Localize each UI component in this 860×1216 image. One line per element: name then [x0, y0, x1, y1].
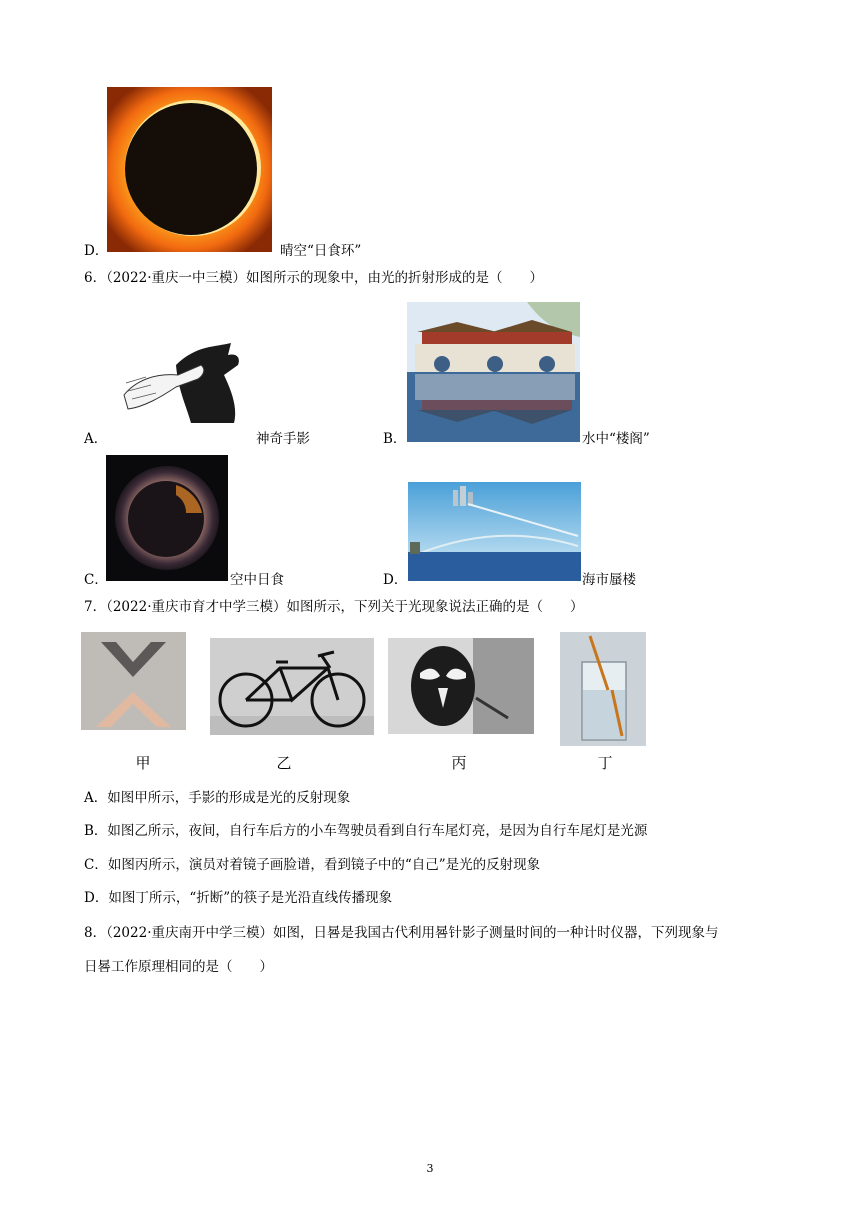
chopstick-glass-figure-ding [560, 632, 646, 746]
bicycle-figure-yi [210, 638, 374, 735]
figure-label-ding: 丁 [597, 754, 613, 772]
page-number: 3 [426, 1162, 434, 1175]
solar-eclipse-sky-image [106, 455, 228, 581]
q6-option-a-letter: A． [84, 431, 108, 447]
q6-option-d-letter: D． [383, 572, 408, 588]
figure-label-yi: 乙 [276, 754, 292, 772]
hand-shadow-figure-jia [81, 632, 186, 730]
face-painting-figure-bing [388, 638, 534, 734]
q6-stem: 6．（2022·重庆一中三模）如图所示的现象中，由光的折射形成的是（ ） [84, 270, 543, 286]
hand-shadow-image [106, 335, 246, 427]
q8-stem-line2: 日晷工作原理相同的是（ ） [84, 959, 273, 975]
q7-option-a: A．如图甲所示，手影的形成是光的反射现象 [84, 790, 351, 806]
q6-option-c-letter: C． [84, 572, 108, 588]
mirage-image [408, 482, 581, 581]
pavilion-reflection-image [407, 302, 580, 442]
q6-option-b-caption: 水中“楼阁” [582, 431, 650, 447]
figure-label-bing: 丙 [451, 754, 467, 772]
q6-option-d-caption: 海市蜃楼 [582, 572, 636, 588]
q6-option-b-letter: B． [383, 431, 407, 447]
q7-option-c: C．如图丙所示，演员对着镜子画脸谱，看到镜子中的“自己”是光的反射现象 [84, 857, 541, 873]
q8-stem-line1: 8．（2022·重庆南开中学三模）如图，日晷是我国古代利用晷针影子测量时间的一种计时仪器，下列现象与 [84, 925, 719, 941]
figure-label-jia: 甲 [135, 754, 151, 772]
q5-option-d-caption: 晴空“日食环” [280, 243, 362, 259]
q7-option-b: B．如图乙所示，夜间，自行车后方的小车驾驶员看到自行车尾灯亮，是因为自行车尾灯是光源 [84, 823, 648, 839]
q7-stem: 7．（2022·重庆市育才中学三模）如图所示，下列关于光现象说法正确的是（ ） [84, 599, 584, 615]
q6-option-a-caption: 神奇手影 [256, 431, 310, 447]
solar-eclipse-ring-image [107, 87, 272, 252]
q6-option-c-caption: 空中日食 [230, 572, 284, 588]
q7-option-d: D．如图丁所示，“折断”的筷子是光沿直线传播现象 [84, 890, 393, 906]
q5-option-d-letter: D． [84, 243, 109, 259]
